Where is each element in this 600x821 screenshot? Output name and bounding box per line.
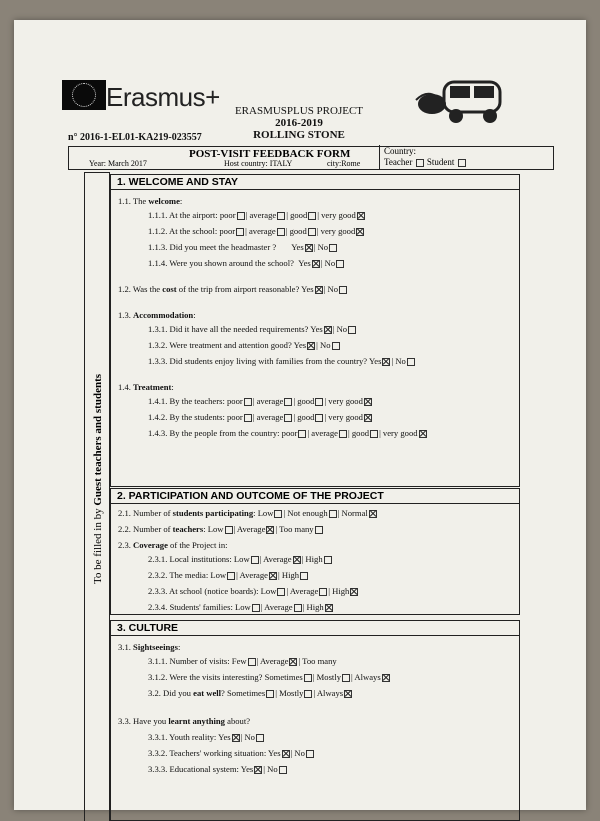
car-logo-icon <box>406 70 506 130</box>
cb[interactable] <box>237 212 245 220</box>
cb-checked[interactable] <box>344 690 352 698</box>
q132: 1.3.2. Were treatment and attention good? Yes | No <box>148 340 341 350</box>
cb[interactable] <box>284 414 292 422</box>
cb[interactable] <box>277 588 285 596</box>
cb[interactable] <box>300 572 308 580</box>
cb[interactable] <box>370 430 378 438</box>
sidebar-bold: Guest teachers and students <box>92 373 104 506</box>
cb[interactable] <box>266 690 274 698</box>
cb[interactable] <box>236 228 244 236</box>
project-line2: 2016-2019 <box>275 117 323 129</box>
cb-checked[interactable] <box>325 604 333 612</box>
cb-checked[interactable] <box>364 414 372 422</box>
form-content <box>110 172 516 820</box>
form-title: POST-VISIT FEEDBACK FORM <box>189 148 351 160</box>
q111: 1.1.1. At the airport: poor | average | good | very good <box>148 210 366 220</box>
cb-checked[interactable] <box>382 674 390 682</box>
cb[interactable] <box>308 212 316 220</box>
project-info <box>219 105 379 141</box>
q11: 1.1. The welcome: <box>118 196 183 206</box>
cb[interactable] <box>294 604 302 612</box>
project-number: n° 2016-1-EL01-KA219-023557 <box>68 132 202 143</box>
cb[interactable] <box>256 734 264 742</box>
q142: 1.4.2. By the students: poor | average | good | very good <box>148 412 373 422</box>
q233: 2.3.3. At school (notice boards): Low | Average | High <box>148 586 359 596</box>
cb[interactable] <box>339 430 347 438</box>
cb[interactable] <box>348 326 356 334</box>
q13: 1.3. Accommodation: <box>118 310 196 320</box>
q22: 2.2. Number of teachers: Low | Average | Too many <box>118 524 324 534</box>
sidebar <box>84 172 110 821</box>
q113: 1.1.3. Did you meet the headmaster ? Yes | No <box>148 242 338 252</box>
cb-checked[interactable] <box>289 658 297 666</box>
cb[interactable] <box>336 260 344 268</box>
form-city: city:Rome <box>327 159 361 168</box>
cb-checked[interactable] <box>232 734 240 742</box>
cb-checked[interactable] <box>419 430 427 438</box>
cb-checked[interactable] <box>324 326 332 334</box>
cb[interactable] <box>332 342 340 350</box>
cb[interactable] <box>227 572 235 580</box>
cb-checked[interactable] <box>315 286 323 294</box>
q312: 3.1.2. Were the visits interesting? Sometimes | Mostly | Always <box>148 672 391 682</box>
cb[interactable] <box>306 750 314 758</box>
q311: 3.1.1. Number of visits: Few | Average | Too many <box>148 656 337 666</box>
q114: 1.1.4. Were you shown around the school? Yes | No <box>148 258 345 268</box>
cb[interactable] <box>315 526 323 534</box>
q131: 1.3.1. Did it have all the needed requirements? Yes | No <box>148 324 357 334</box>
sidebar-text <box>92 334 104 624</box>
cb[interactable] <box>329 244 337 252</box>
teacher-checkbox[interactable] <box>416 159 424 167</box>
student-label: Student <box>426 157 455 167</box>
q333: 3.3.3. Educational system: Yes | No <box>148 764 288 774</box>
q14: 1.4. Treatment: <box>118 382 174 392</box>
cb[interactable] <box>251 556 259 564</box>
cb[interactable] <box>277 212 285 220</box>
form-sheet <box>14 20 586 810</box>
cb[interactable] <box>248 658 256 666</box>
cb[interactable] <box>277 228 285 236</box>
q141: 1.4.1. By the teachers: poor | average | good | very good <box>148 396 373 406</box>
q23: 2.3. Coverage of the Project in: <box>118 540 228 550</box>
cb-checked[interactable] <box>293 556 301 564</box>
q12: 1.2. Was the cost of the trip from airport reasonable? Yes | No <box>118 284 348 294</box>
sidebar-prefix: To be filled in by <box>92 508 104 585</box>
cb[interactable] <box>252 604 260 612</box>
student-checkbox[interactable] <box>458 159 466 167</box>
q112: 1.1.2. At the school: poor | average | good | very good <box>148 226 365 236</box>
cb-checked[interactable] <box>357 212 365 220</box>
cb-checked[interactable] <box>364 398 372 406</box>
q232: 2.3.2. The media: Low | Average | High <box>148 570 309 580</box>
q133: 1.3.3. Did students enjoy living with families from the country? Yes | No <box>148 356 416 366</box>
cb[interactable] <box>407 358 415 366</box>
cb[interactable] <box>304 674 312 682</box>
q332: 3.3.2. Teachers' working situation: Yes | No <box>148 748 315 758</box>
cb[interactable] <box>308 228 316 236</box>
cb[interactable] <box>315 414 323 422</box>
q33: 3.3. Have you learnt anything about? <box>118 716 251 726</box>
form-year: Year: March 2017 <box>89 159 147 168</box>
cb[interactable] <box>342 674 350 682</box>
cb-checked[interactable] <box>350 588 358 596</box>
q331: 3.3.1. Youth reality: Yes | No <box>148 732 265 742</box>
cb[interactable] <box>244 414 252 422</box>
cb[interactable] <box>279 766 287 774</box>
cb[interactable] <box>284 398 292 406</box>
country-label: Country: <box>384 146 417 156</box>
project-line3: ROLLING STONE <box>253 129 345 141</box>
cb[interactable] <box>244 398 252 406</box>
country-box <box>379 145 552 169</box>
cb-checked[interactable] <box>312 260 320 268</box>
q32: 3.2. Did you eat well? Sometimes | Mostly | Always <box>148 688 353 698</box>
cb[interactable] <box>225 526 233 534</box>
cb-checked[interactable] <box>282 750 290 758</box>
cb-checked[interactable] <box>307 342 315 350</box>
cb[interactable] <box>304 690 312 698</box>
project-line1: ERASMUSPLUS PROJECT <box>234 105 364 117</box>
cb[interactable] <box>324 556 332 564</box>
cb-checked[interactable] <box>254 766 262 774</box>
cb[interactable] <box>274 510 282 518</box>
cb-checked[interactable] <box>266 526 274 534</box>
cb-checked[interactable] <box>269 572 277 580</box>
cb[interactable] <box>329 510 337 518</box>
cb-checked[interactable] <box>305 244 313 252</box>
q143: 1.4.3. By the people from the country: poor | average | good | very good <box>148 428 428 438</box>
cb[interactable] <box>319 588 327 596</box>
cb-checked[interactable] <box>369 510 377 518</box>
section2-header: 2. PARTICIPATION AND OUTCOME OF THE PROJECT <box>110 488 520 504</box>
teacher-student-row <box>384 157 467 167</box>
brand-title: Erasmus+ <box>106 82 220 112</box>
q231: 2.3.1. Local institutions: Low | Average | High <box>148 554 333 564</box>
cb[interactable] <box>315 398 323 406</box>
q31: 3.1. Sightseeings: <box>118 642 181 652</box>
q234: 2.3.4. Students' families: Low | Average | High <box>148 602 334 612</box>
form-title-row <box>68 146 554 170</box>
cb-checked[interactable] <box>356 228 364 236</box>
header <box>14 20 586 150</box>
form-host-country: Host country: ITALY <box>224 159 293 168</box>
cb[interactable] <box>339 286 347 294</box>
cb-checked[interactable] <box>382 358 390 366</box>
section1-header: 1. WELCOME AND STAY <box>110 174 520 190</box>
teacher-label: Teacher <box>384 157 413 167</box>
q21: 2.1. Number of students participating: Low | Not enough | Normal <box>118 508 378 518</box>
section3-header: 3. CULTURE <box>110 620 520 636</box>
cb[interactable] <box>298 430 306 438</box>
eu-flag-icon <box>62 80 106 110</box>
